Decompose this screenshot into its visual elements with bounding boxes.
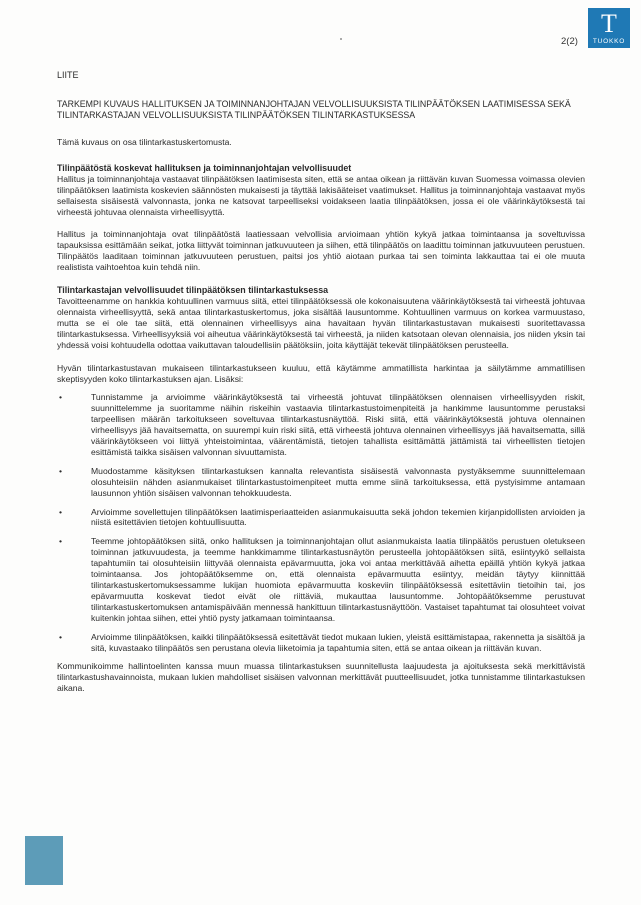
section-heading-management: Tilinpäätöstä koskevat hallituksen ja toiminnanjohtajan velvollisuudet: [57, 162, 352, 173]
paragraph: Hyvän tilintarkastustavan mukaiseen tilintarkastukseen kuuluu, että käytämme ammatillista harkintaa ja säilytämme ammatillisen skeptisyyden koko tilintarkastuksen ajan. Lisäksi:: [57, 362, 585, 384]
list-item: • Teemme johtopäätöksen siitä, onko hallituksen ja toiminnanjohtajan ollut asianmukaista laatia tilinpäätös perustuen oletukseen toiminnan jatkuvuudesta, ja teemme hankkimamme tilintarkastusnäytön perusteella johtopäätöksen siitä, esiintyykö sellaista tapahtumiin tai olosuhteisiin liittyvää olennaista epävarmuutta, joka voi antaa merkittävää aihetta epäillä yhtiön kykyä jatkaa toimintaansa. Jos johtopäätöksemme on, että olennaista epävarmuutta esiintyy, meidän täytyy kiinnittää tilintarkastuskertomuksessamme lukijan huomiota epävarmuutta koskeviin tilinpäätöksessä esitettäviin tietoihin tai, jos epävarmuutta koskevat tiedot eivät ole riittäviä, mukauttaa lausuntomme. Johtopäätöksemme perustuvat tilintarkastuskertomuksen antamispäivään mennessä hankittuun tilintarkastusnäyttöön. Vastaiset tapahtumat tai olosuhteet voivat kuitenkin johtaa siihen, ettei yhtiö pysty jatkamaan toimintaansa.: [59, 536, 585, 623]
intro-text: Tämä kuvaus on osa tilintarkastuskertomusta.: [57, 136, 232, 147]
list-item: • Muodostamme käsityksen tilintarkastuksen kannalta relevantista sisäisestä valvonnasta pystyäksemme suunnittelemaan olosuhteisiin nähden asianmukaiset tilintarkastustoimenpiteet mutta emme siinä tarkoituksessa, että pystyisimme antamaan lausunnon yhtiön sisäisen valvonnan tehokkuudesta.: [59, 465, 585, 498]
bullet-icon: •: [59, 465, 63, 476]
page-number: 2(2): [561, 36, 578, 47]
auditor-duties-list: [57, 392, 585, 653]
logo-letter: T: [601, 9, 617, 38]
list-item: • Arvioimme sovellettujen tilinpäätöksen laatimisperiaatteiden asianmukaisuutta sekä johdon tekemien kirjanpidollisten arvioiden ja niistä esitettävien tietojen kohtuullisuutta.: [59, 506, 585, 528]
section-heading-auditor: Tilintarkastajan velvollisuudet tilinpäätöksen tilintarkastuksessa: [57, 285, 329, 296]
document-body: [57, 70, 585, 694]
paragraph: Hallitus ja toiminnanjohtaja vastaavat tilinpäätöksen laatimisesta siten, että se antaa oikean ja riittävän kuvan Suomessa voimassa olevien tilinpäätöksen laatimista koskevien säännösten mukaisesti ja täyttää lakisääteiset vaatimukset. Hallitus ja toiminnanjohtaja vastaavat myös sellaisesta sisäisestä valvonnasta, jonka ne katsovat tarpeelliseksi voidakseen laatia tilinpäätöksen, jossa ei ole väärinkäytöksestä tai virheestä johtuvaa olennaista virheellisyyttä.: [57, 173, 585, 217]
list-item: • Tunnistamme ja arvioimme väärinkäytöksestä tai virheestä johtuvat tilinpäätöksen olennaisen virheellisyyden riskit, suunnittelemme ja suoritamme näihin riskeihin vastaavia tilintarkastustoimenpiteitä ja hankimme lausuntomme perustaksi tarpeellisen määrän tarkoitukseen soveltuvaa tilintarkastusnäyttöä. Riski siitä, että väärinkäytöksestä johtuva olennainen virheellisyys jää havaitsematta, on suurempi kuin riski siitä, että virheestä johtuva olennainen virheellisyys jää havaitsematta, sillä väärinkäytökseen voi liittyä yhteistoimintaa, väärentämistä, tietojen tahallista esittämättä jättämistä tai virheellisten tietojen esittämistä taikka sisäisen valvonnan sivuuttamista.: [59, 392, 585, 457]
bullet-icon: •: [59, 506, 63, 517]
logo-wordmark: TUOKKO: [592, 38, 626, 45]
tuokko-logo: [588, 8, 630, 48]
list-item: • Arvioimme tilinpäätöksen, kaikki tilinpäätöksessä esitettävät tiedot mukaan lukien, yleistä esittämistapaa, rakennetta ja sisältöä ja sitä, kuvastaako tilinpäätös sen perustana olevia liiketoimia ja tapahtumia siten, että se antaa oikean ja riittävän kuvan.: [59, 631, 585, 653]
document-title: TARKEMPI KUVAUS HALLITUKSEN JA TOIMINNANJOHTAJAN VELVOLLISUUKSISTA TILINPÄÄTÖKSEN LAATIMISESSA SEKÄ TILINTARKASTAJAN VELVOLLISUUKSISTA TILINPÄÄTÖKSEN TILINTARKASTUKSESSA: [57, 98, 571, 120]
closing-paragraph: Kommunikoimme hallintoelinten kanssa muun muassa tilintarkastuksen suunnitellusta laajuudesta ja ajoituksesta sekä merkittävistä tilintarkastushavainnoista, mukaan lukien mahdolliset sisäisen valvonnan merkittävät puutteellisuudet, jotka tunnistamme tilintarkastuksen aikana.: [57, 661, 585, 694]
paragraph: Hallitus ja toiminnanjohtaja ovat tilinpäätöstä laatiessaan velvollisia arvioimaan yhtiön kykyä jatkaa toimintaansa ja soveltuvissa tapauksissa esittämään seikat, jotka liittyvät toiminnan jatkuvuuteen ja siihen, että tilinpäätös on laadittu toiminnan jatkuvuuteen perustuen. Tilinpäätös laaditaan toiminnan jatkuvuuteen perustuen, paitsi jos yhtiö aiotaan purkaa tai sen toiminta lakkauttaa tai ei ole muuta realistista vaihtoehtoa kuin tehdä niin.: [57, 229, 585, 273]
scan-speck: [340, 38, 342, 40]
corner-square: [25, 836, 63, 885]
bullet-icon: •: [59, 631, 63, 642]
bullet-icon: •: [59, 392, 63, 403]
appendix-label: LIITE: [57, 70, 79, 80]
paragraph: Tavoitteenamme on hankkia kohtuullinen varmuus siitä, ettei tilinpäätöksessä ole kokonaisuutena väärinkäytöksestä tai virheestä johtuvaa olennaista virheellisyyttä, sekä antaa tilintarkastuskertomus, joka sisältää lausuntomme. Kohtuullinen varmuus on korkea varmuustaso, mutta se ei ole tae siitä, että olennainen virheellisyys aina havaitaan hyvän tilintarkastustavan mukaisesti suoritettavassa tilintarkastuksessa. Virheellisyyksiä voi aiheutua väärinkäytöksestä tai virheestä, ja niiden katsotaan olevan olennaisia, jos niiden yksin tai yhdessä voisi kohtuudella odottaa vaikuttavan taloudellisiin päätöksiin, joita käyttäjät tekevät tilinpäätöksen perusteella.: [57, 296, 585, 350]
bullet-icon: •: [59, 536, 63, 547]
